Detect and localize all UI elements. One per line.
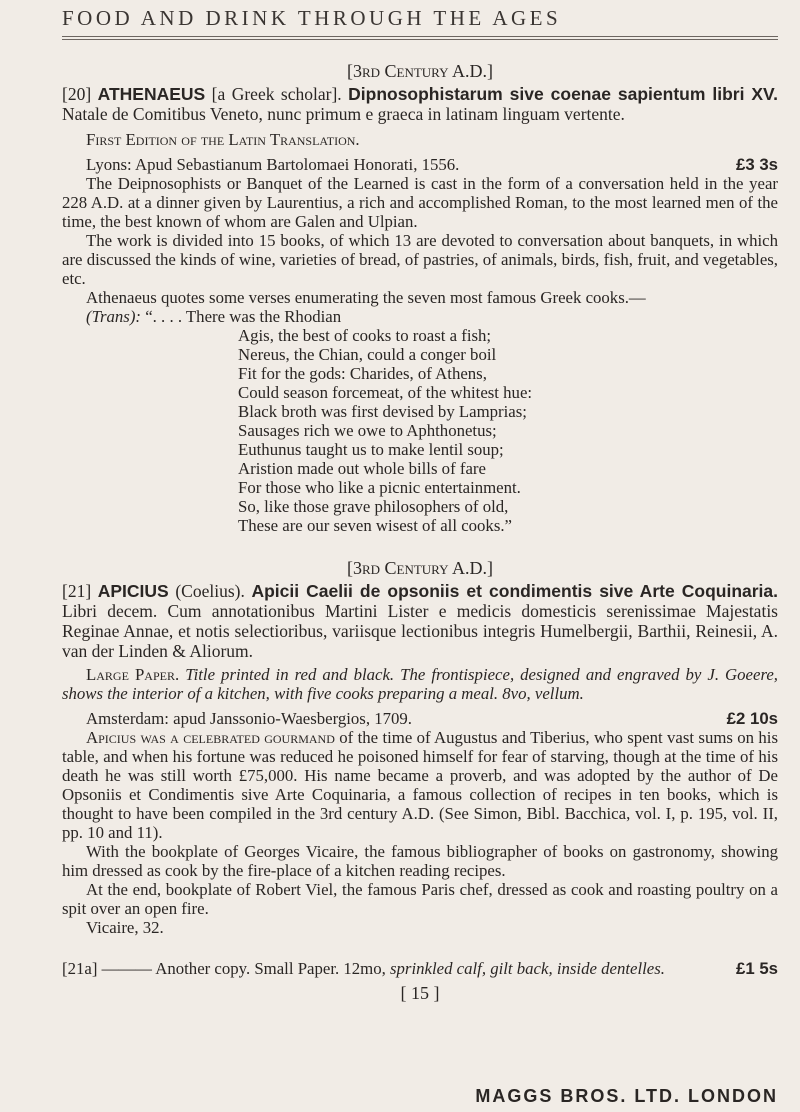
edition-note xyxy=(62,665,778,703)
verse-first-line xyxy=(62,307,778,326)
catalogue-content xyxy=(62,56,778,1003)
imprint xyxy=(62,155,778,174)
description-paragraph: With the bookplate of Georges Vicaire, the famous bibliographer of books on gastronomy, showing him dressed as cook by the fire-place of a kitchen reading recipes. xyxy=(62,842,778,880)
entry-number: [20] xyxy=(62,84,92,104)
verse-line: “. . . . There was the Rhodian xyxy=(145,307,342,326)
header-rule xyxy=(62,36,778,37)
entry-number: [21a] xyxy=(62,959,98,978)
entry-author-note: [a Greek scholar]. xyxy=(211,84,342,104)
entry-author-note: (Coelius). xyxy=(175,581,245,601)
entry-author: ATHENAEUS xyxy=(97,84,206,104)
verse-line: For those who like a picnic entertainment. xyxy=(238,478,521,497)
header-rule-double xyxy=(62,39,778,40)
entry-title: Dipnosophistarum sive coenae sapientum libri XV. xyxy=(348,84,778,104)
page-number: [ 15 ] xyxy=(400,983,440,1003)
price: £3 3s xyxy=(736,155,778,174)
verse-line: Could season forcemeat, of the whitest hue: xyxy=(238,383,533,402)
description-paragraph xyxy=(62,728,778,842)
verse-line: Fit for the gods: Charides, of Athens, xyxy=(238,364,487,383)
imprint xyxy=(62,709,778,728)
entry-author: APICIUS xyxy=(97,581,169,601)
entry-title-rest: Libri decem. Cum annotationibus Martini Lister e medicis domesticis serenissimae Majestatis Reginae Annae, et notis selectioribus, variisque lectionibus integris Humelbergii, Barthii, Reinesii, A. van der Linden & Aliorum. xyxy=(62,601,778,661)
entry-title-rest: Natale de Comitibus Veneto, nunc primum e graeca in latinam linguam vertente. xyxy=(62,104,625,124)
description-paragraph: The work is divided into 15 books, of which 13 are devoted to conversation about banquets, in which are discussed the kinds of wine, varieties of bread, of pastries, of animals, birds, fish, fruit, and vegetables, etc. xyxy=(62,231,778,288)
price: £2 10s xyxy=(726,709,778,728)
century-heading: [3rd Century A.D.] xyxy=(346,61,494,81)
verse-line: Sausages rich we owe to Aphthonetus; xyxy=(238,421,497,440)
additional-copy-text: Another copy. Small Paper. 12mo, xyxy=(155,959,386,978)
verse-line: Agis, the best of cooks to roast a fish; xyxy=(238,326,492,345)
running-head: FOOD AND DRINK THROUGH THE AGES xyxy=(62,6,562,30)
lead-in: Apicius was a celebrated gourmand xyxy=(86,728,335,747)
edition-description: Title printed in red and black. The frontispiece, designed and engraved by J. Goeere, shows the interior of a kitchen, with five cooks preparing a meal. 8vo, vellum. xyxy=(62,665,778,703)
bibliographic-reference: Vicaire, 32. xyxy=(86,918,164,937)
verse-line: So, like those grave philosophers of old, xyxy=(238,497,509,516)
description-paragraph: The Deipnosophists or Banquet of the Learned is cast in the form of a conversation held in the year 228 A.D. at a dinner given by Laurentius, a rich and accomplished Roman, to the most learned men of the time, the best known of whom are Galen and Ulpian. xyxy=(62,174,778,231)
verse-line: Black broth was first devised by Lamprias; xyxy=(238,402,527,421)
publisher-imprint: MAGGS BROS. LTD. LONDON xyxy=(475,1086,778,1106)
verse-block xyxy=(62,326,778,535)
additional-copy-entry xyxy=(62,959,778,978)
binding-description: sprinkled calf, gilt back, inside dentelles. xyxy=(390,959,665,978)
description-paragraph: At the end, bookplate of Robert Viel, the famous Paris chef, dressed as cook and roasting poultry on a spit over an open fire. xyxy=(62,880,778,918)
verse-line: Nereus, the Chian, could a conger boil xyxy=(238,345,497,364)
verse-line: These are our seven wisest of all cooks.” xyxy=(238,516,512,535)
imprint-text: Amsterdam: apud Janssonio-Waesbergios, 1709. xyxy=(86,709,412,728)
entry-title: Apicii Caelii de opsoniis et condimentis sive Arte Coquinaria. xyxy=(251,581,779,601)
translation-label: (Trans): xyxy=(86,307,142,326)
century-heading: [3rd Century A.D.] xyxy=(346,558,494,578)
entry-number: [21] xyxy=(62,581,92,601)
edition-label: Large Paper. xyxy=(86,665,180,684)
entry-heading xyxy=(62,581,778,661)
description-paragraph: Athenaeus quotes some verses enumerating the seven most famous Greek cooks.— xyxy=(86,288,646,307)
price: £1 5s xyxy=(736,959,778,978)
verse-line: Euthunus taught us to make lentil soup; xyxy=(238,440,504,459)
entry-heading xyxy=(62,84,778,124)
imprint-text: Lyons: Apud Sebastianum Bartolomaei Honorati, 1556. xyxy=(86,155,460,174)
paragraph-text: of the time of Augustus and Tiberius, who spent vast sums on his table, and when his fortune was reduced he poisoned himself for fear of starving, though at the time of his death he was still worth £75,000. His name became a proverb, and was adopted by the author of De Opsoniis et Condimentis sive Arte Coquinaria, a famous collection of recipes in ten books, which is thought to have been compiled in the 3rd century A.D. (See Simon, Bibl. Bacchica, vol. I, p. 195, vol. II, pp. 10 and 11). xyxy=(62,728,778,842)
dash: ——— xyxy=(101,959,152,978)
edition-note: First Edition of the Latin Translation. xyxy=(86,130,360,149)
verse-line: Aristion made out whole bills of fare xyxy=(238,459,486,478)
